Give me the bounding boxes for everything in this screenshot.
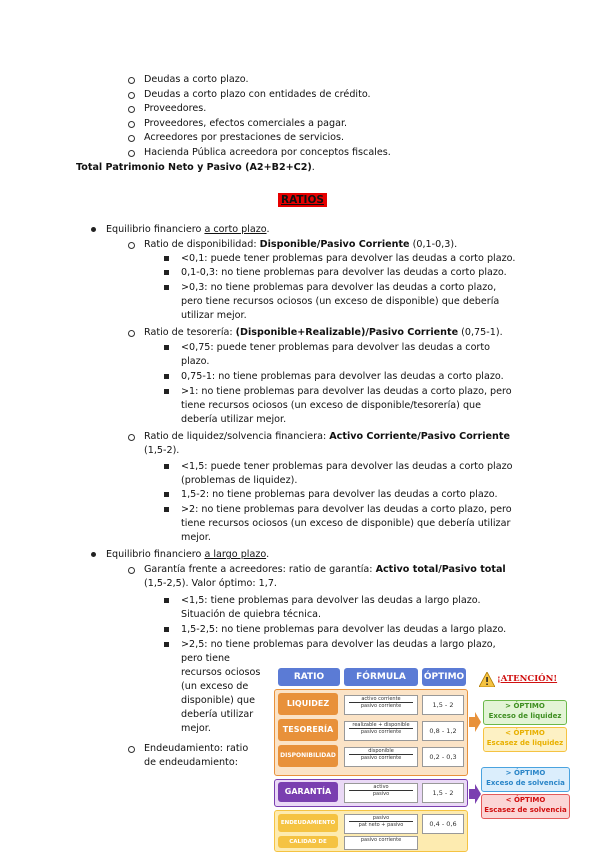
list-item-cont: pero tiene xyxy=(181,653,230,664)
circle-bullet-icon xyxy=(128,150,135,157)
ratio-liquidez-range: (1,5-2). xyxy=(144,445,180,456)
row-label-endeudamiento: ENDEUDAMIENTO xyxy=(278,814,338,832)
formula-calidad: pasivo corriente xyxy=(344,836,418,850)
list-item: 0,1-0,3: no tiene problemas para devolver las deudas a corto plazo. xyxy=(181,267,507,278)
list-item: Proveedores, efectos comerciales a pagar. xyxy=(144,118,348,129)
warning-icon xyxy=(479,672,495,687)
circle-bullet-icon xyxy=(128,567,135,574)
arrow-right-icon xyxy=(469,784,481,804)
circle-bullet-icon xyxy=(128,92,135,99)
list-item: <1,5: tiene problemas para devolver las deudas a largo plazo. xyxy=(181,595,481,606)
row-label-liquidez: LIQUIDEZ xyxy=(278,693,338,715)
total-line: Total Patrimonio Neto y Pasivo (A2+B2+C2). xyxy=(76,162,315,173)
formula-disponibilidad: disponible pasivo corriente xyxy=(344,747,418,767)
list-item-cont: utilizar mejor. xyxy=(181,310,247,321)
circle-bullet-icon xyxy=(128,746,135,753)
low-solvency-box: < ÓPTIMO Escasez de solvencia xyxy=(481,794,570,819)
bullet-icon xyxy=(91,227,96,232)
list-item-cont: Situación de quiebra técnica. xyxy=(181,609,322,620)
ratio-endeudamiento-cont: de endeudamiento: xyxy=(144,757,238,768)
heading-long-term: Equilibrio financiero a largo plazo. xyxy=(106,549,270,560)
section-title: RATIOS xyxy=(278,193,327,207)
formula-endeudamiento: pasivo pat neto + pasivo xyxy=(344,814,418,834)
list-item-cont: tiene recursos ociosos (un exceso de disponible) que debería utilizar xyxy=(181,518,511,529)
row-label-disponibilidad: DISPONIBILIDAD xyxy=(278,745,338,767)
heading-short-term: Equilibrio financiero a corto plazo. xyxy=(106,224,270,235)
square-bullet-icon xyxy=(164,270,169,275)
list-item: >0,3: no tiene problemas para devolver las deudas a corto plazo, xyxy=(181,282,497,293)
list-item-cont: debería utilizar xyxy=(181,709,254,720)
list-item: <0,75: puede tener problemas para devolver las deudas a corto xyxy=(181,342,491,353)
circle-bullet-icon xyxy=(128,434,135,441)
square-bullet-icon xyxy=(164,642,169,647)
row-label-calidad: CALIDAD DE xyxy=(278,836,338,848)
ratio-endeudamiento: Endeudamiento: ratio xyxy=(144,743,249,754)
optimum-disponibilidad: 0,2 - 0,3 xyxy=(422,747,464,767)
square-bullet-icon xyxy=(164,507,169,512)
list-item-cont: mejor. xyxy=(181,532,211,543)
list-item-cont: debería utilizar mejor. xyxy=(181,414,287,425)
header-ratio: RATIO xyxy=(278,668,340,686)
formula-tesoreria: realizable + disponible pasivo corriente xyxy=(344,721,418,741)
header-formula: FÓRMULA xyxy=(344,668,418,686)
list-item: 1,5-2: no tiene problemas para devolver las deudas a corto plazo. xyxy=(181,489,498,500)
square-bullet-icon xyxy=(164,627,169,632)
list-item-cont: (un exceso de xyxy=(181,681,249,692)
circle-bullet-icon xyxy=(128,330,135,337)
list-item: >2,5: no tiene problemas para devolver las deudas a largo plazo, xyxy=(181,639,496,650)
optimum-tesoreria: 0,8 - 1,2 xyxy=(422,721,464,741)
low-liquidity-box: < ÓPTIMO Escasez de liquidez xyxy=(483,727,567,752)
ratio-tesoreria: Ratio de tesorería: (Disponible+Realizable)/Pasivo Corriente (0,75-1). xyxy=(144,327,503,338)
header-optimo: ÓPTIMO xyxy=(422,668,466,686)
excess-liquidity-box: > ÓPTIMO Exceso de liquidez xyxy=(483,700,567,725)
square-bullet-icon xyxy=(164,598,169,603)
circle-bullet-icon xyxy=(128,121,135,128)
list-item: >1: no tiene problemas para devolver las deudas a corto plazo, pero xyxy=(181,386,512,397)
square-bullet-icon xyxy=(164,492,169,497)
list-item-cont: (problemas de liquidez). xyxy=(181,475,298,486)
ratio-garantia-range: (1,5-2,5). Valor óptimo: 1,7. xyxy=(144,578,277,589)
optimum-endeudamiento: 0,4 - 0,6 xyxy=(422,814,464,834)
circle-bullet-icon xyxy=(128,135,135,142)
excess-solvency-box: > ÓPTIMO Exceso de solvencia xyxy=(481,767,570,792)
list-item: <0,1: puede tener problemas para devolver las deudas a corto plazo. xyxy=(181,253,516,264)
list-item: >2: no tiene problemas para devolver las deudas a corto plazo, pero xyxy=(181,504,512,515)
ratio-summary-table xyxy=(274,668,468,848)
square-bullet-icon xyxy=(164,285,169,290)
list-item-cont: disponible) que xyxy=(181,695,255,706)
list-item-cont: recursos ociosos xyxy=(181,667,261,678)
list-item-cont: plazo. xyxy=(181,356,210,367)
circle-bullet-icon xyxy=(128,242,135,249)
ratio-garantia: Garantía frente a acreedores: ratio de garantía: Activo total/Pasivo total xyxy=(144,564,506,575)
list-item-cont: mejor. xyxy=(181,723,211,734)
list-item: Proveedores. xyxy=(144,103,207,114)
formula-liquidez: activo corriente pasivo corriente xyxy=(344,695,418,715)
list-item: Deudas a corto plazo con entidades de crédito. xyxy=(144,89,371,100)
square-bullet-icon xyxy=(164,374,169,379)
optimum-liquidez: 1,5 - 2 xyxy=(422,695,464,715)
row-label-tesoreria: TESORERÍA xyxy=(278,719,338,741)
bullet-icon xyxy=(91,552,96,557)
list-item: Acreedores por prestaciones de servicios. xyxy=(144,132,345,143)
arrow-right-icon xyxy=(469,712,481,732)
list-item: <1,5: puede tener problemas para devolver las deudas a corto plazo xyxy=(181,461,513,472)
warning-label: ¡ATENCIÓN! xyxy=(497,674,558,684)
list-item: Deudas a corto plazo. xyxy=(144,74,249,85)
ratio-liquidez: Ratio de liquidez/solvencia financiera: Activo Corriente/Pasivo Corriente xyxy=(144,431,510,442)
list-item: 1,5-2,5: no tiene problemas para devolver las deudas a largo plazo. xyxy=(181,624,507,635)
circle-bullet-icon xyxy=(128,106,135,113)
list-item-cont: pero tiene recursos ociosos (un exceso de disponible) que debería xyxy=(181,296,500,307)
row-label-garantia: GARANTÍA xyxy=(278,782,338,802)
square-bullet-icon xyxy=(164,345,169,350)
square-bullet-icon xyxy=(164,256,169,261)
square-bullet-icon xyxy=(164,389,169,394)
square-bullet-icon xyxy=(164,464,169,469)
circle-bullet-icon xyxy=(128,77,135,84)
formula-garantia: activo pasivo xyxy=(344,783,418,803)
list-item: 0,75-1: no tiene problemas para devolver las deudas a corto plazo. xyxy=(181,371,504,382)
optimum-garantia: 1,5 - 2 xyxy=(422,783,464,803)
ratio-disponibilidad: Ratio de disponibilidad: Disponible/Pasivo Corriente (0,1-0,3). xyxy=(144,239,458,250)
list-item: Hacienda Pública acreedora por conceptos fiscales. xyxy=(144,147,391,158)
list-item-cont: tiene recursos ociosos (un exceso de disponible/tesorería) que xyxy=(181,400,482,411)
